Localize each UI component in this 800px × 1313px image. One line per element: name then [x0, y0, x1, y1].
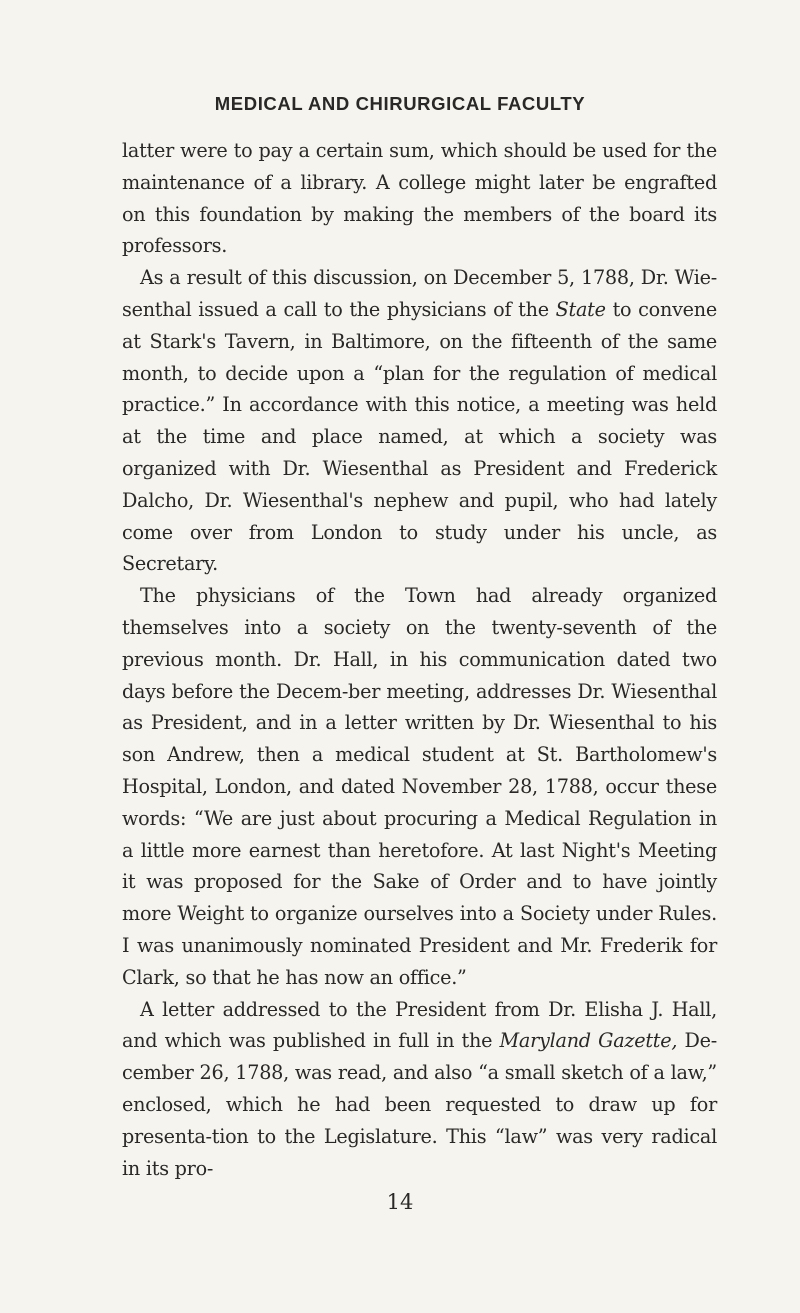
paragraph-2 — [122, 262, 717, 580]
paragraph-4 — [122, 994, 717, 1185]
body-text — [122, 135, 717, 1184]
paragraph-1 — [122, 135, 717, 262]
text-segment: latter were to pay a certain sum, which should be used for the maintenance of a library. A college might later be engrafted on this foundation by making the members of the board its professors. — [122, 139, 717, 258]
text-segment: De-cember 26, 1788, was read, and also “a small sketch of a law,” enclosed, which he had been requested to draw up for presenta-tion to the Legislature. This “law” was very radical in its pro- — [122, 1029, 717, 1180]
italic-phrase: Maryland Gazette, — [499, 1029, 678, 1053]
paragraph-3 — [122, 580, 717, 993]
text-segment: The physicians of the Town had already organized themselves into a society on the twenty-seventh of the previous month. Dr. Hall, in his communication dated two days before the Decem-ber meeting, addresses Dr. Wiesenthal as President, and in a letter written by Dr. Wiesenthal to his son Andrew, then a medical student at St. Bartholomew's Hospital, London, and dated November 28, 1788, occur these words: “We are just about procuring a Medical Regulation in a little more earnest than heretofore. At last Night's Meeting it was proposed for the Sake of Order and to have jointly more Weight to organize ourselves into a Society under Rules. I was unanimously nominated President and Mr. Frederik for Clark, so that he has now an office.” — [122, 584, 717, 989]
text-segment: As a result of this discussion, on December 5, 1788, Dr. Wie-senthal issued a call to the physicians of the — [122, 266, 717, 321]
text-segment: to convene at Stark's Tavern, in Baltimore, on the fifteenth of the same month, to decide upon a “plan for the regulation of medical practice.” In accordance with this notice, a meeting was held at the time and place named, at which a society was organized with Dr. Wiesenthal as President and Frederick Dalcho, Dr. Wiesenthal's nephew and pupil, who had lately come over from London to study under his uncle, as Secretary. — [122, 297, 717, 576]
running-head-title: MEDICAL AND CHIRURGICAL FACULTY — [214, 93, 586, 114]
italic-phrase: State — [555, 297, 606, 321]
page-number: 14 — [386, 1190, 414, 1214]
text-segment: A letter addressed to the President from Dr. Elisha J. Hall, and which was published in full in the — [122, 997, 717, 1053]
